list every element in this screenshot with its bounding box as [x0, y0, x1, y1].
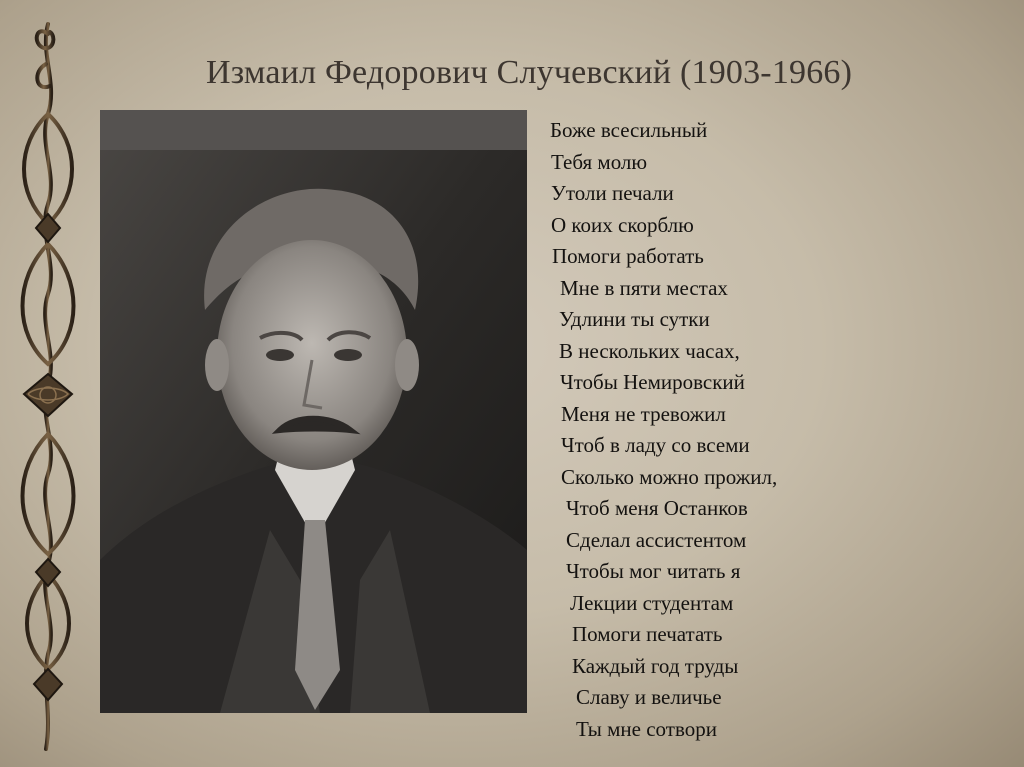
- poem-line: Удлини ты сутки: [559, 307, 710, 331]
- portrait-photo: [100, 110, 527, 713]
- poem-line: Помоги печатать: [572, 622, 723, 646]
- poem-line: Меня не тревожил: [561, 401, 726, 426]
- poem-line: Мне в пяти местах: [560, 275, 728, 300]
- slide-title: Измаил Федорович Случевский (1903-1966): [206, 54, 853, 91]
- poem-line: Сколько можно прожил,: [561, 464, 778, 489]
- poem-line: Каждый год труды: [572, 653, 739, 678]
- poem-line: Чтоб меня Останков: [566, 496, 748, 520]
- poem-line: Боже всесильный: [550, 118, 708, 142]
- poem-line: Чтобы Немировский: [560, 370, 745, 394]
- poem-line: Славу и величье: [576, 685, 722, 709]
- portrait-photo-icon: [100, 110, 527, 713]
- poem-line: Сделал ассистентом: [566, 527, 747, 552]
- poem-line: Тебя молю: [551, 149, 648, 174]
- poem-line: Помоги работать: [552, 244, 704, 268]
- poem-line: О коих скорблю: [551, 212, 694, 237]
- poem-line: Ты мне сотвори: [576, 716, 717, 741]
- poem-line: Утоли печали: [551, 181, 674, 205]
- ornament-border-icon: [6, 14, 90, 754]
- poem-line: Лекции студентам: [570, 590, 734, 615]
- poem-line: Чтоб в ладу со всеми: [561, 433, 750, 457]
- poem-line: Чтобы мог читать я: [566, 559, 741, 583]
- poem-line: В нескольких часах,: [559, 338, 740, 363]
- poem-text: [550, 115, 1010, 745]
